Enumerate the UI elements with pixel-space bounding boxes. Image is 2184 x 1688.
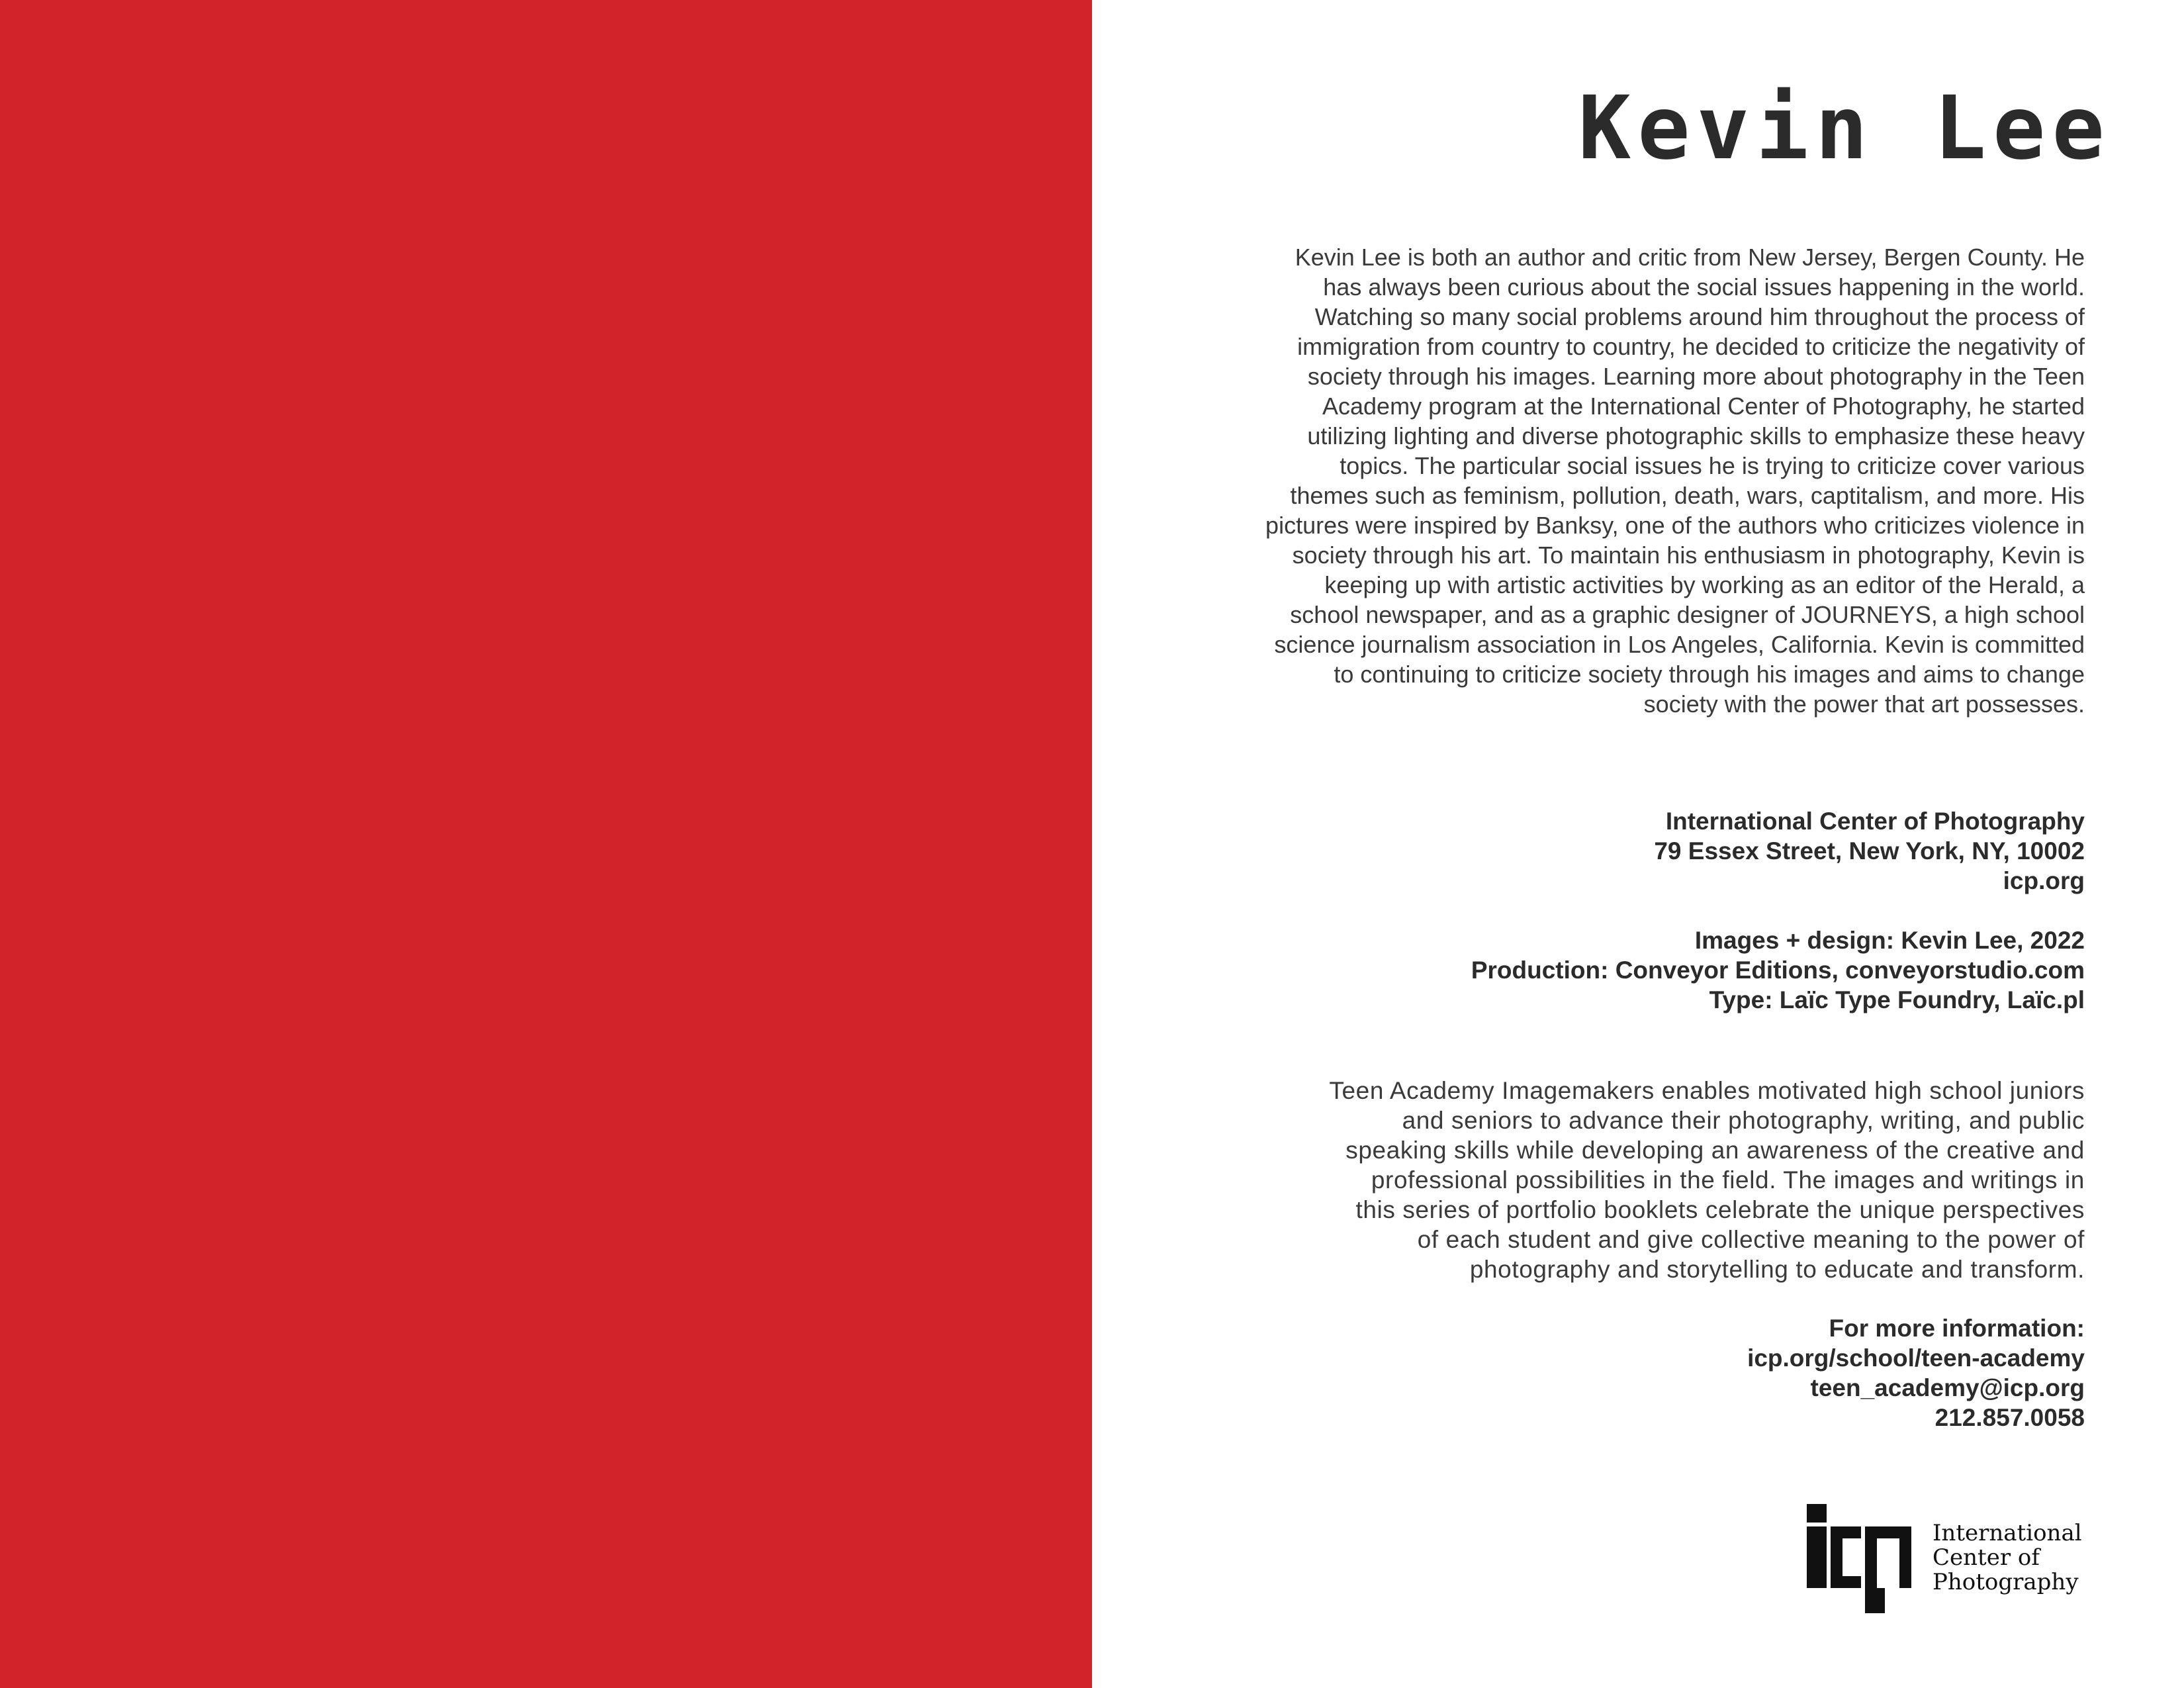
organization-name: International Center of Photography — [1665, 808, 2085, 835]
contact-info — [1257, 1313, 2085, 1432]
icp-logo — [1807, 1504, 2085, 1613]
icp-logo-mark — [1807, 1504, 1916, 1613]
email-link[interactable]: teen_academy@icp.org — [1810, 1374, 2085, 1401]
about-line: and seniors to advance their photography, writing, and public — [1402, 1107, 2085, 1134]
logo-line-3: Photography — [1933, 1569, 2079, 1595]
about-line: photography and storytelling to educate and transform. — [1469, 1256, 2085, 1283]
website-link[interactable]: icp.org — [2003, 867, 2085, 894]
logo-line-2: Center of — [1933, 1544, 2040, 1571]
organization-address — [1257, 806, 2085, 896]
street-address: 79 Essex Street, New York, NY, 10002 — [1654, 837, 2085, 865]
about-line: Teen Academy Imagemakers enables motivated high school juniors — [1329, 1077, 2085, 1104]
phone-number: 212.857.0058 — [1934, 1404, 2085, 1431]
credits — [1257, 925, 2085, 1015]
page-title: Kevin Lee — [1578, 77, 2111, 179]
contact-heading: For more information: — [1829, 1315, 2085, 1342]
program-description — [1257, 1076, 2085, 1284]
about-line: of each student and give collective meaning to the power of — [1417, 1226, 2085, 1253]
logo-wordmark — [1933, 1521, 2082, 1595]
back-page — [1092, 0, 2184, 1688]
credit-type: Type: Laïc Type Foundry, Laïc.pl — [1709, 986, 2085, 1013]
about-line: speaking skills while developing an awareness of the creative and — [1345, 1137, 2085, 1164]
credit-production: Production: Conveyor Editions, conveyorstudio.com — [1471, 957, 2085, 984]
about-line: this series of portfolio booklets celebrate the unique perspectives — [1355, 1196, 2085, 1223]
program-url-link[interactable]: icp.org/school/teen-academy — [1747, 1344, 2085, 1372]
credit-images: Images + design: Kevin Lee, 2022 — [1694, 927, 2085, 954]
about-line: professional possibilities in the field. The images and writings in — [1371, 1166, 2085, 1194]
logo-line-1: International — [1933, 1520, 2082, 1546]
artist-bio: Kevin Lee is both an author and critic from New Jersey, Bergen County. He has always been curious about the social issues happening in the world. Watching so many social problems around him throughout the process of immigration from country to country, he decided to criticize the negativity of society through his images. Learning more about photography in the Teen Academy program at the International Center of Photography, he started utilizing lighting and diverse photographic skills to emphasize these heavy topics. The particular social issues he is trying to criticize cover various themes such as feminism, pollution, death, wars, captitalism, and more. His pictures were inspired by Banksy, one of the authors who criticizes violence in society through his art. To maintain his enthusiasm in photography, Kevin is keeping up with artistic activities by working as an editor of the Herald, a school newspaper, and as a graphic designer of JOURNEYS, a high school science journalism association in Los Angeles, California. Kevin is committed to continuing to criticize society through his images and aims to change society with the power that art possesses. — [1265, 244, 2085, 718]
